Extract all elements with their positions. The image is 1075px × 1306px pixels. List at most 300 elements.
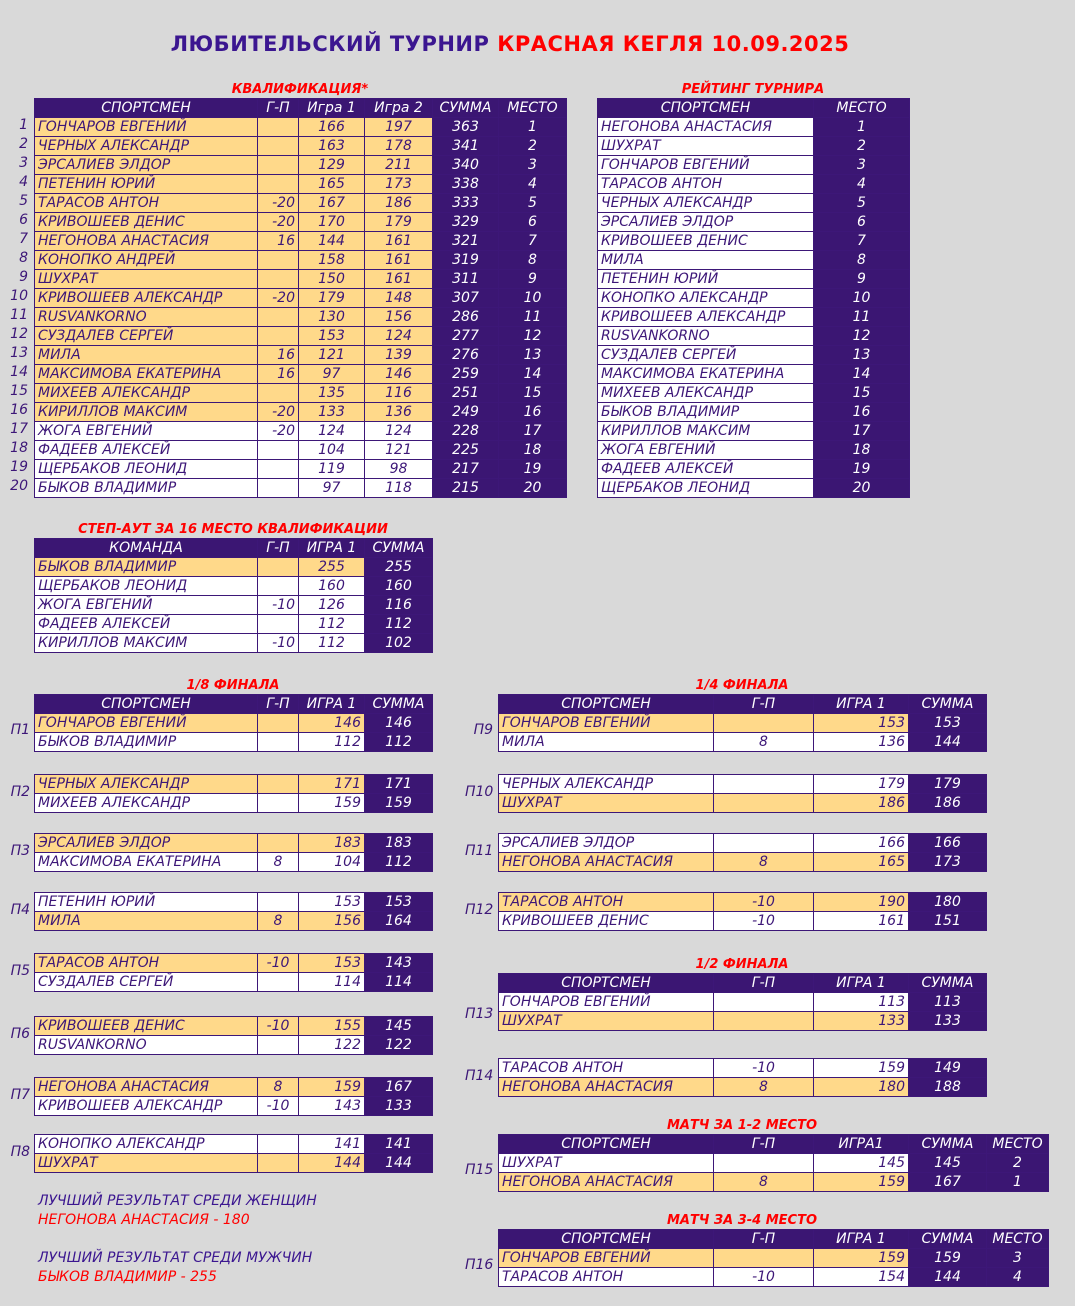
handicap: -10 — [258, 954, 299, 973]
row-number: 15 — [10, 383, 28, 399]
athlete-name: БЫКОВ ВЛАДИМИР — [35, 558, 258, 577]
table-row — [499, 912, 987, 931]
col-header: Г-П — [258, 695, 299, 714]
best-women-label: ЛУЧШИЙ РЕЗУЛЬТАТ СРЕДИ ЖЕНЩИН — [38, 1193, 317, 1209]
game-1: 126 — [299, 596, 365, 615]
total: 112 — [365, 733, 433, 752]
athlete-name: ШУХРАТ — [499, 794, 714, 813]
place: 18 — [499, 441, 567, 460]
place: 19 — [499, 460, 567, 479]
athlete-name: ЧЕРНЫХ АЛЕКСАНДР — [35, 137, 258, 156]
handicap: -20 — [258, 403, 299, 422]
col-header: СПОРТСМЕН — [499, 974, 714, 993]
total: 338 — [433, 175, 499, 194]
table-row — [35, 733, 433, 752]
r16-match-table — [34, 953, 433, 992]
total: 164 — [365, 912, 433, 931]
athlete-name: ГОНЧАРОВ ЕВГЕНИЙ — [499, 714, 714, 733]
game-1: 119 — [299, 460, 365, 479]
handicap: 8 — [258, 1078, 299, 1097]
athlete-name: ГОНЧАРОВ ЕВГЕНИЙ — [499, 993, 714, 1012]
qualification-title: КВАЛИФИКАЦИЯ* — [231, 82, 369, 97]
athlete-name: МИХЕЕВ АЛЕКСАНДР — [598, 384, 814, 403]
game-1: 163 — [299, 137, 365, 156]
table-row — [35, 912, 433, 931]
match-label: П9 — [473, 722, 493, 738]
table-row — [499, 853, 987, 872]
table-row — [499, 1268, 1049, 1287]
game-2: 178 — [365, 137, 433, 156]
place: 10 — [814, 289, 910, 308]
table-row — [35, 634, 433, 653]
col-header: Г-П — [714, 974, 814, 993]
total: 122 — [365, 1036, 433, 1055]
total: 112 — [365, 615, 433, 634]
athlete-name: ТАРАСОВ АНТОН — [499, 1268, 714, 1287]
place: 2 — [499, 137, 567, 156]
game-2: 186 — [365, 194, 433, 213]
table-row — [598, 270, 910, 289]
place: 10 — [499, 289, 567, 308]
athlete-name: КРИВОШЕЕВ ДЕНИС — [35, 1017, 258, 1036]
match-label: П14 — [465, 1068, 494, 1084]
athlete-name: ТАРАСОВ АНТОН — [35, 194, 258, 213]
total: 102 — [365, 634, 433, 653]
handicap: -10 — [714, 1059, 814, 1078]
game-1: 97 — [299, 479, 365, 498]
handicap: -10 — [714, 912, 814, 931]
match-label: П4 — [10, 902, 30, 918]
handicap — [258, 1154, 299, 1173]
total: 333 — [433, 194, 499, 213]
handicap — [258, 251, 299, 270]
place: 17 — [499, 422, 567, 441]
place: 12 — [814, 327, 910, 346]
row-number: 16 — [10, 402, 28, 418]
athlete-name: НЕГОНОВА АНАСТАСИЯ — [499, 1078, 714, 1097]
athlete-name: НЕГОНОВА АНАСТАСИЯ — [598, 118, 814, 137]
place: 7 — [499, 232, 567, 251]
athlete-name: ЩЕРБАКОВ ЛЕОНИД — [598, 479, 814, 498]
r16-match-table — [34, 1077, 433, 1116]
handicap — [714, 834, 814, 853]
sf-match-table — [498, 973, 987, 1031]
handicap — [258, 973, 299, 992]
athlete-name: ПЕТЕНИН ЮРИЙ — [35, 893, 258, 912]
game-2: 121 — [365, 441, 433, 460]
best-men-label: ЛУЧШИЙ РЕЗУЛЬТАТ СРЕДИ МУЖЧИН — [38, 1250, 313, 1266]
total: 159 — [909, 1249, 987, 1268]
handicap — [258, 733, 299, 752]
table-row — [598, 175, 910, 194]
game-1: 158 — [299, 251, 365, 270]
table-row — [35, 853, 433, 872]
game-2: 156 — [365, 308, 433, 327]
table-row — [598, 365, 910, 384]
table-row — [499, 1012, 987, 1031]
col-header: СУММА — [365, 539, 433, 558]
table-row — [598, 194, 910, 213]
handicap: -10 — [258, 596, 299, 615]
table-row — [35, 834, 433, 853]
game-2: 124 — [365, 422, 433, 441]
title-part-1: ЛЮБИТЕЛЬСКИЙ ТУРНИР — [170, 32, 490, 56]
col-header: СПОРТСМЕН — [499, 695, 714, 714]
athlete-name: ЩЕРБАКОВ ЛЕОНИД — [35, 460, 258, 479]
match-label: П11 — [465, 843, 494, 859]
game-1: 183 — [299, 834, 365, 853]
total: 167 — [909, 1173, 987, 1192]
game-1: 179 — [299, 289, 365, 308]
game-2: 139 — [365, 346, 433, 365]
col-header: СУММА — [909, 695, 987, 714]
game-2: 173 — [365, 175, 433, 194]
handicap — [258, 327, 299, 346]
total: 133 — [365, 1097, 433, 1116]
table-row — [598, 118, 910, 137]
qf-match-table — [498, 892, 987, 931]
handicap: 16 — [258, 365, 299, 384]
total: 112 — [365, 853, 433, 872]
handicap — [714, 993, 814, 1012]
handicap — [258, 156, 299, 175]
total: 276 — [433, 346, 499, 365]
game-1: 159 — [299, 1078, 365, 1097]
game-1: 133 — [299, 403, 365, 422]
table-row — [35, 479, 567, 498]
athlete-name: ЭРСАЛИЕВ ЭЛДОР — [499, 834, 714, 853]
athlete-name: СУЗДАЛЕВ СЕРГЕЙ — [598, 346, 814, 365]
table-row — [35, 954, 433, 973]
place: 1 — [987, 1173, 1049, 1192]
athlete-name: МИЛА — [35, 346, 258, 365]
handicap: -10 — [258, 634, 299, 653]
athlete-name: ЭРСАЛИЕВ ЭЛДОР — [598, 213, 814, 232]
col-header: СПОРТСМЕН — [35, 695, 258, 714]
table-row — [598, 232, 910, 251]
table-row — [35, 175, 567, 194]
best-men-value: БЫКОВ ВЛАДИМИР - 255 — [38, 1269, 217, 1285]
game-1: 124 — [299, 422, 365, 441]
game-1: 160 — [299, 577, 365, 596]
place: 15 — [814, 384, 910, 403]
game-1: 170 — [299, 213, 365, 232]
handicap: 8 — [258, 912, 299, 931]
total: 144 — [909, 733, 987, 752]
total: 151 — [909, 912, 987, 931]
col-header: СУММА — [365, 695, 433, 714]
col-header: СУММА — [909, 1135, 987, 1154]
table-row — [598, 251, 910, 270]
r16-match-table — [34, 694, 433, 752]
handicap: -10 — [258, 1097, 299, 1116]
place: 13 — [814, 346, 910, 365]
athlete-name: МАКСИМОВА ЕКАТЕРИНА — [598, 365, 814, 384]
handicap — [258, 441, 299, 460]
row-number: 11 — [10, 307, 28, 323]
table-row — [35, 403, 567, 422]
total: 153 — [909, 714, 987, 733]
table-row — [35, 1036, 433, 1055]
handicap: -20 — [258, 422, 299, 441]
game-1: 166 — [814, 834, 909, 853]
athlete-name: ГОНЧАРОВ ЕВГЕНИЙ — [35, 714, 258, 733]
athlete-name: ЖОГА ЕВГЕНИЙ — [35, 596, 258, 615]
table-row — [598, 137, 910, 156]
place: 12 — [499, 327, 567, 346]
match-label: П16 — [465, 1257, 494, 1273]
table-row — [598, 384, 910, 403]
table-row — [35, 289, 567, 308]
game-1: 159 — [814, 1249, 909, 1268]
total: 311 — [433, 270, 499, 289]
game-1: 114 — [299, 973, 365, 992]
row-number: 3 — [19, 155, 28, 171]
row-number: 8 — [19, 250, 28, 266]
game-2: 197 — [365, 118, 433, 137]
game-2: 161 — [365, 232, 433, 251]
athlete-name: МИЛА — [499, 733, 714, 752]
handicap — [258, 175, 299, 194]
athlete-name: ФАДЕЕВ АЛЕКСЕЙ — [35, 441, 258, 460]
athlete-name: ЧЕРНЫХ АЛЕКСАНДР — [598, 194, 814, 213]
place: 1 — [499, 118, 567, 137]
game-1: 130 — [299, 308, 365, 327]
handicap: 8 — [714, 1078, 814, 1097]
total: 173 — [909, 853, 987, 872]
athlete-name: МАКСИМОВА ЕКАТЕРИНА — [35, 853, 258, 872]
table-row — [598, 479, 910, 498]
col-header: Г-П — [258, 539, 299, 558]
table-row — [35, 775, 433, 794]
game-2: 118 — [365, 479, 433, 498]
game-1: 112 — [299, 615, 365, 634]
row-number: 14 — [10, 364, 28, 380]
game-1: 153 — [299, 327, 365, 346]
athlete-name: КРИВОШЕЕВ АЛЕКСАНДР — [35, 289, 258, 308]
table-row — [499, 834, 987, 853]
athlete-name: КРИВОШЕЕВ ДЕНИС — [499, 912, 714, 931]
athlete-name: ШУХРАТ — [598, 137, 814, 156]
handicap — [258, 384, 299, 403]
table-row — [35, 118, 567, 137]
match-label: П13 — [465, 1006, 494, 1022]
athlete-name: КОНОПКО АНДРЕЙ — [35, 251, 258, 270]
place: 4 — [499, 175, 567, 194]
col-header: МЕСТО — [814, 99, 910, 118]
total: 160 — [365, 577, 433, 596]
place: 2 — [814, 137, 910, 156]
total: 183 — [365, 834, 433, 853]
game-2: 98 — [365, 460, 433, 479]
place: 3 — [499, 156, 567, 175]
handicap — [258, 460, 299, 479]
athlete-name: ШУХРАТ — [35, 1154, 258, 1173]
row-number: 10 — [10, 288, 28, 304]
handicap — [714, 1249, 814, 1268]
athlete-name: ЖОГА ЕВГЕНИЙ — [35, 422, 258, 441]
game-1: 144 — [299, 1154, 365, 1173]
table-row — [35, 270, 567, 289]
col-header: СПОРТСМЕН — [35, 99, 258, 118]
table-row — [499, 775, 987, 794]
handicap: -10 — [258, 1017, 299, 1036]
table-row — [598, 346, 910, 365]
athlete-name: ФАДЕЕВ АЛЕКСЕЙ — [35, 615, 258, 634]
game-1: 145 — [814, 1154, 909, 1173]
handicap — [258, 1135, 299, 1154]
athlete-name: КИРИЛЛОВ МАКСИМ — [35, 403, 258, 422]
handicap: -20 — [258, 194, 299, 213]
final-match-table — [498, 1134, 1049, 1192]
athlete-name: ЩЕРБАКОВ ЛЕОНИД — [35, 577, 258, 596]
total: 171 — [365, 775, 433, 794]
handicap: 16 — [258, 232, 299, 251]
athlete-name: ЭРСАЛИЕВ ЭЛДОР — [35, 834, 258, 853]
place: 4 — [814, 175, 910, 194]
place: 11 — [814, 308, 910, 327]
col-header: ИГРА1 — [814, 1135, 909, 1154]
athlete-name: КИРИЛЛОВ МАКСИМ — [598, 422, 814, 441]
table-row — [35, 422, 567, 441]
table-row — [35, 441, 567, 460]
table-row — [35, 156, 567, 175]
table-row — [499, 1154, 1049, 1173]
table-row — [35, 714, 433, 733]
game-1: 153 — [814, 714, 909, 733]
table-row — [499, 893, 987, 912]
athlete-name: ФАДЕЕВ АЛЕКСЕЙ — [598, 460, 814, 479]
place: 9 — [499, 270, 567, 289]
place: 20 — [814, 479, 910, 498]
place: 13 — [499, 346, 567, 365]
row-number: 20 — [10, 478, 28, 494]
total: 225 — [433, 441, 499, 460]
place: 16 — [814, 403, 910, 422]
table-row — [35, 327, 567, 346]
match-label: П12 — [465, 902, 494, 918]
game-1: 159 — [814, 1173, 909, 1192]
handicap: 8 — [714, 853, 814, 872]
game-1: 112 — [299, 733, 365, 752]
stepout-table — [34, 538, 433, 653]
table-row — [499, 1059, 987, 1078]
game-1: 161 — [814, 912, 909, 931]
total: 307 — [433, 289, 499, 308]
athlete-name: КРИВОШЕЕВ ДЕНИС — [598, 232, 814, 251]
athlete-name: ГОНЧАРОВ ЕВГЕНИЙ — [35, 118, 258, 137]
col-header: ИГРА 1 — [814, 695, 909, 714]
col-header: Г-П — [714, 1230, 814, 1249]
game-2: 161 — [365, 251, 433, 270]
athlete-name: ТАРАСОВ АНТОН — [598, 175, 814, 194]
r16-match-table — [34, 833, 433, 872]
handicap — [258, 479, 299, 498]
athlete-name: ТАРАСОВ АНТОН — [499, 1059, 714, 1078]
game-2: 146 — [365, 365, 433, 384]
col-header: ИГРА 1 — [814, 974, 909, 993]
handicap: -10 — [714, 1268, 814, 1287]
athlete-name: БЫКОВ ВЛАДИМИР — [35, 733, 258, 752]
game-1: 153 — [299, 954, 365, 973]
handicap: 8 — [258, 853, 299, 872]
col-header: СУММА — [433, 99, 499, 118]
athlete-name: ЧЕРНЫХ АЛЕКСАНДР — [35, 775, 258, 794]
game-1: 180 — [814, 1078, 909, 1097]
match-label: П5 — [10, 963, 30, 979]
game-1: 141 — [299, 1135, 365, 1154]
table-row — [598, 460, 910, 479]
place: 5 — [814, 194, 910, 213]
table-row — [598, 441, 910, 460]
table-row — [35, 1097, 433, 1116]
total: 363 — [433, 118, 499, 137]
place: 16 — [499, 403, 567, 422]
match-label: П15 — [465, 1162, 494, 1178]
table-row — [598, 156, 910, 175]
total: 228 — [433, 422, 499, 441]
match-label: П10 — [465, 784, 494, 800]
game-1: 104 — [299, 441, 365, 460]
handicap: 8 — [714, 733, 814, 752]
athlete-name: БЫКОВ ВЛАДИМИР — [598, 403, 814, 422]
game-1: 165 — [299, 175, 365, 194]
sf-title: 1/2 ФИНАЛА — [695, 957, 789, 972]
r16-match-table — [34, 1016, 433, 1055]
total: 321 — [433, 232, 499, 251]
table-row — [598, 327, 910, 346]
col-header: СПОРТСМЕН — [598, 99, 814, 118]
game-1: 190 — [814, 893, 909, 912]
total: 146 — [365, 714, 433, 733]
place: 3 — [987, 1249, 1049, 1268]
athlete-name: СУЗДАЛЕВ СЕРГЕЙ — [35, 973, 258, 992]
place: 9 — [814, 270, 910, 289]
athlete-name: СУЗДАЛЕВ СЕРГЕЙ — [35, 327, 258, 346]
row-number: 9 — [19, 269, 28, 285]
game-1: 97 — [299, 365, 365, 384]
table-row — [499, 993, 987, 1012]
col-header: Г-П — [714, 695, 814, 714]
table-row — [35, 1154, 433, 1173]
game-1: 154 — [814, 1268, 909, 1287]
handicap — [258, 1036, 299, 1055]
table-row — [499, 733, 987, 752]
handicap — [714, 794, 814, 813]
place: 3 — [814, 156, 910, 175]
total: 340 — [433, 156, 499, 175]
total: 116 — [365, 596, 433, 615]
third-match-table — [498, 1229, 1049, 1287]
row-number: 4 — [19, 174, 28, 190]
game-2: 179 — [365, 213, 433, 232]
table-row — [35, 460, 567, 479]
handicap — [258, 893, 299, 912]
table-row — [499, 714, 987, 733]
game-1: 122 — [299, 1036, 365, 1055]
total: 179 — [909, 775, 987, 794]
handicap — [258, 308, 299, 327]
col-header: МЕСТО — [987, 1230, 1049, 1249]
col-header: Г-П — [258, 99, 299, 118]
table-row — [499, 1173, 1049, 1192]
final-title: МАТЧ ЗА 1-2 МЕСТО — [666, 1118, 817, 1133]
title-part-2: КРАСНАЯ КЕГЛЯ 10.09.2025 — [497, 32, 850, 56]
col-header: СПОРТСМЕН — [499, 1230, 714, 1249]
place: 1 — [814, 118, 910, 137]
total: 319 — [433, 251, 499, 270]
total: 259 — [433, 365, 499, 384]
